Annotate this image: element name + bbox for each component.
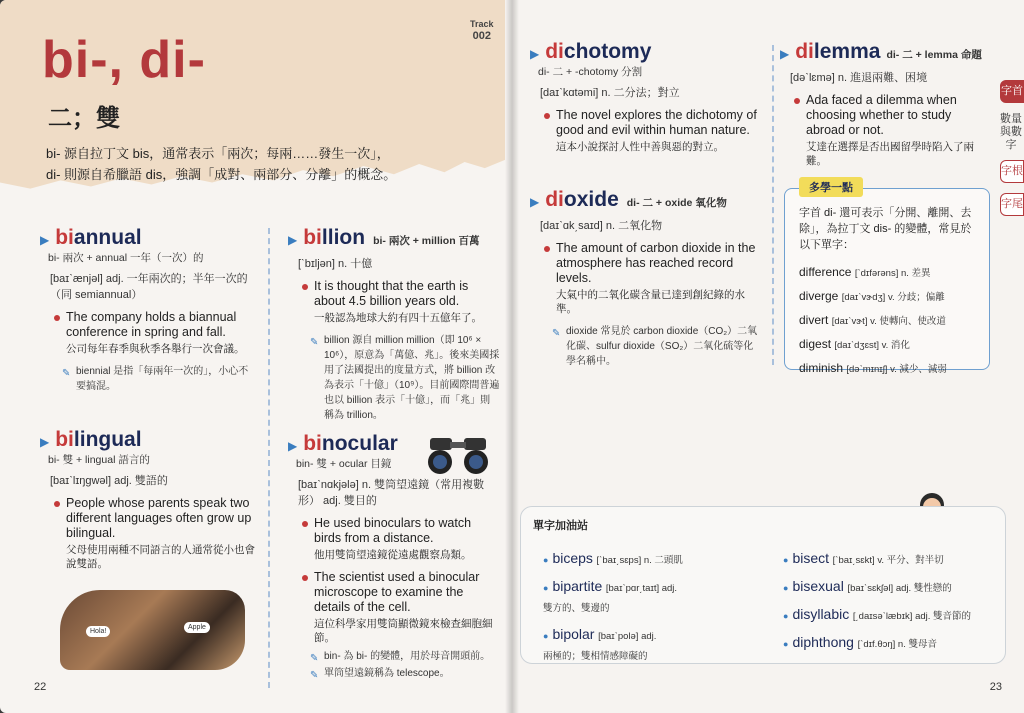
word: difference: [799, 265, 852, 279]
note-text: 單筒望遠鏡稱為 telescope。: [324, 668, 450, 679]
entry-dioxide: [530, 188, 762, 369]
vocab-item: [783, 549, 1003, 570]
entry-bilingual: [40, 428, 255, 571]
phonetic-definition: [dəˋlɛmə] n. 進退兩難、困境: [790, 72, 928, 84]
vocab-word: bipolar: [552, 626, 595, 642]
example-sentence: The amount of carbon dioxide in the atmosphere has reached record levels.: [544, 241, 762, 286]
headword: [780, 40, 985, 64]
headword: [40, 226, 255, 250]
vocab-definition: [͵daɪsəˋlæbɪk] adj. 雙音節的: [852, 611, 972, 622]
phonetic-definition: [baɪˋlɪŋgwəl] adj. 雙語的: [50, 475, 168, 487]
triangle-bullet-icon: ▶: [288, 439, 298, 453]
vocab-definition-zh: 雙方的、雙邊的: [543, 603, 610, 614]
dot-icon: ●: [783, 555, 789, 565]
triangle-bullet-icon: ▶: [530, 195, 540, 209]
example-translation: 父母使用兩種不同語言的人通常從小也會說雙語。: [66, 544, 255, 570]
pencil-icon: ✎: [310, 653, 319, 664]
etymology: bin- 雙 + ocular 目鏡: [296, 458, 392, 470]
column-divider: [268, 228, 270, 688]
example-sentence: People whose parents speak two different languages often grow up bilingual.: [54, 496, 255, 541]
triangle-bullet-icon: ▶: [288, 233, 298, 247]
example-translation: 公司每年春季與秋季各舉行一次會議。: [66, 343, 245, 355]
vocab-item: [783, 633, 1003, 654]
phonetic-definition: [daɪˋkɑtəmi] n. 二分法；對立: [540, 87, 680, 99]
right-page: [512, 0, 1024, 713]
entry-billion: [288, 226, 500, 423]
example-sentence-2: The scientist used a binocular microscope to examine the details of the cell.: [302, 570, 500, 615]
word-item: [799, 357, 989, 381]
phonetic-definition: [daɪˋɑk͵saɪd] n. 二氧化物: [540, 220, 663, 232]
headword: [530, 40, 762, 64]
tab-prefix[interactable]: 字首: [1000, 80, 1024, 103]
example-translation: 艾達在選擇是否出國留學時陷入了兩難。: [806, 141, 974, 167]
headword-prefix: bi: [303, 432, 322, 455]
usage-note: [310, 333, 500, 423]
phonetic-definition: [ˋbɪljən] n. 十億: [298, 258, 373, 270]
triangle-bullet-icon: ▶: [40, 435, 50, 449]
word-definition: [dəˋmɪnɪʃ] v. 減少、減弱: [846, 364, 947, 375]
speech-bubble: Apple: [184, 622, 210, 633]
vocab-definition-zh: 兩極的；雙相情感障礙的: [543, 651, 648, 662]
example-sentence: The company holds a biannual conference in spring and fall.: [54, 310, 255, 340]
example-sentence: Ada faced a dilemma when choosing whether to study abroad or not.: [794, 93, 985, 138]
track-number: 002: [472, 30, 491, 42]
headword-prefix: bi: [303, 226, 322, 249]
vocab-definition: [ˋbaɪ͵sɛkt] v. 平分、對半切: [832, 555, 944, 566]
example-sentence: The novel explores the dichotomy of good and evil within human nature.: [544, 108, 762, 138]
headword-prefix: di: [545, 40, 564, 63]
phonetic-definition: [baɪˋnɑkjələ] n. 雙筒望遠鏡（常用複數形） adj. 雙目的: [298, 479, 485, 507]
example-sentence: It is thought that the earth is about 4.5 billion years old.: [302, 279, 500, 309]
dot-icon: ●: [543, 631, 549, 641]
note-text: bin- 為 bi- 的變體，用於母音開頭前。: [324, 651, 491, 662]
learn-more-badge: 多學一點: [799, 177, 863, 197]
word: digest: [799, 337, 832, 351]
learn-more-word-list: [799, 261, 989, 381]
etymology: di- 二 + oxide 氧化物: [626, 197, 727, 209]
vocab-definition: [baɪˋsɛkʃəl] adj. 雙性戀的: [847, 583, 952, 594]
page-number: 22: [34, 681, 47, 693]
vocab-definition: [baɪˋpolə] adj.: [598, 631, 657, 642]
word-definition: [daɪˋvɝt] v. 使轉向、使改道: [831, 316, 946, 327]
dot-icon: ●: [543, 555, 549, 565]
vocab-definition: [baɪˋpɑr͵taɪt] adj.: [605, 583, 678, 594]
dot-icon: ●: [783, 639, 789, 649]
vocab-boost-box: [520, 506, 1006, 664]
triangle-bullet-icon: ▶: [780, 47, 790, 61]
word: divert: [799, 313, 829, 327]
word-definition: [daɪˋvɝdʒ] v. 分歧；偏離: [841, 292, 945, 303]
headword: [530, 188, 762, 212]
word: diverge: [799, 289, 839, 303]
vocab-col-left: [543, 549, 763, 673]
pencil-icon: ✎: [62, 368, 71, 379]
vocab-item: [543, 577, 763, 618]
tab-suffix[interactable]: 字尾: [1000, 193, 1024, 216]
headword-prefix: di: [545, 188, 564, 211]
usage-note-1: [310, 649, 500, 664]
entry-biannual: [40, 226, 255, 394]
vocab-word: biceps: [552, 550, 593, 566]
example-sentence-1: He used binoculars to watch birds from a distance.: [302, 516, 500, 546]
headword: [40, 428, 255, 452]
vocab-word: disyllabic: [792, 606, 850, 622]
pencil-icon: ✎: [310, 337, 319, 348]
family-photo: [60, 590, 245, 670]
usage-note: [552, 324, 762, 369]
word-item: [799, 261, 989, 285]
headword-rest: lemma: [813, 40, 881, 63]
triangle-bullet-icon: ▶: [40, 233, 50, 247]
vocab-item: [543, 625, 763, 666]
vocab-word: diphthong: [792, 634, 854, 650]
dot-icon: ●: [543, 583, 549, 593]
vocab-definition: [ˋdɪf.θɔŋ] n. 雙母音: [857, 639, 937, 650]
dot-icon: ●: [783, 583, 789, 593]
intro-line-2: di- 則源自希臘語 dis，強調「成對、兩部分、分離」的概念。: [46, 167, 397, 182]
page-number: 23: [989, 681, 1002, 693]
etymology: bi- 兩次 + annual 一年（一次）的: [48, 252, 204, 264]
etymology: bi- 兩次 + million 百萬: [373, 235, 480, 247]
tab-category-label: 數量與數字: [1000, 113, 1022, 151]
headword-rest: llion: [321, 226, 366, 249]
vocab-boost-header: 單字加油站: [533, 520, 588, 532]
word-item: [799, 309, 989, 333]
note-text: dioxide 常見於 carbon dioxide（CO₂）二氧化碳、sulfur dioxide（SO₂）二氧化硫等化學名稱中。: [566, 326, 758, 367]
etymology: di- 二 + lemma 命題: [886, 49, 982, 61]
speech-bubble: Hola!: [86, 626, 110, 637]
headword-rest: oxide: [563, 188, 619, 211]
triangle-bullet-icon: ▶: [530, 47, 540, 61]
example-translation: 這本小說探討人性中善與惡的對立。: [556, 141, 724, 153]
vocab-item: [543, 549, 763, 570]
example-translation: 一般認為地球大約有四十五億年了。: [314, 312, 482, 324]
tab-root[interactable]: 字根: [1000, 160, 1024, 183]
etymology: di- 二 + -chotomy 分割: [538, 66, 643, 78]
intro-line-1: bi- 源自拉丁文 bis，通常表示「兩次；每兩……發生一次」，: [46, 146, 390, 161]
headword: [288, 226, 500, 250]
book-gutter: [505, 0, 519, 713]
example-translation: 大氣中的二氧化碳含量已達到創紀錄的水準。: [556, 289, 745, 315]
usage-note: [62, 364, 255, 394]
example-translation-2: 這位科學家用雙筒顯微鏡來檢查細胞細節。: [314, 618, 493, 644]
headword-rest: chotomy: [563, 40, 652, 63]
word-item: [799, 285, 989, 309]
word-item: [799, 333, 989, 357]
headword-prefix: di: [795, 40, 814, 63]
pencil-icon: ✎: [310, 670, 319, 681]
vocab-definition: [ˋbaɪ͵sɛps] n. 二頭肌: [596, 555, 683, 566]
word-definition: [ˋdɪfərəns] n. 差異: [854, 268, 931, 279]
vocab-col-right: [783, 549, 1003, 661]
headword-prefix: bi: [55, 226, 74, 249]
audio-track-label[interactable]: [470, 18, 494, 42]
vocab-item: [783, 605, 1003, 626]
track-label: Track: [470, 19, 494, 29]
intro-text: [46, 143, 466, 185]
vocab-item: [783, 577, 1003, 598]
learn-more-text: 字首 di- 還可表示「分開、離開、去除」，為拉丁文 dis- 的變體，常見於以下單字：: [799, 207, 972, 251]
column-divider: [772, 45, 774, 365]
binoculars-illustration: [420, 432, 498, 476]
page-title: bi-, di-: [42, 31, 206, 89]
headword-rest: lingual: [73, 428, 142, 451]
entry-dichotomy: [530, 40, 762, 154]
word-definition: [daɪˋdʒɛst] v. 消化: [834, 340, 910, 351]
side-tabs: [998, 80, 1024, 226]
dot-icon: ●: [783, 611, 789, 621]
usage-note-2: [310, 666, 500, 681]
headword-rest: nocular: [321, 432, 398, 455]
entry-dilemma: [780, 40, 985, 168]
headword-prefix: bi: [55, 428, 74, 451]
note-text: billion 源自 million million（即 10⁶ × 10⁶），原意為「萬億、兆」。後來美國採用了法國提出的度量方式，將 billion 改為表示「十億」（10⁹）。目前國際間普遍也以 billion 表示「十億」，而「兆」則稱為 trillion。: [324, 335, 500, 421]
etymology: bi- 雙 + lingual 語言的: [48, 454, 150, 466]
pencil-icon: ✎: [552, 328, 561, 339]
phonetic-definition: [baɪˋænjəl] adj. 一年兩次的；半年一次的（同 semiannual）: [50, 273, 248, 301]
page-subtitle: 二；雙: [48, 105, 120, 132]
vocab-word: bisexual: [792, 578, 844, 594]
learn-more-box: [784, 182, 990, 375]
note-text: biennial 是指「每兩年一次的」，小心不要搞混。: [76, 366, 249, 392]
vocab-word: bisect: [792, 550, 830, 566]
headword-rest: annual: [73, 226, 142, 249]
example-translation-1: 他用雙筒望遠鏡從遠處觀察鳥類。: [314, 549, 472, 561]
word: diminish: [799, 361, 844, 375]
vocab-word: bipartite: [552, 578, 603, 594]
